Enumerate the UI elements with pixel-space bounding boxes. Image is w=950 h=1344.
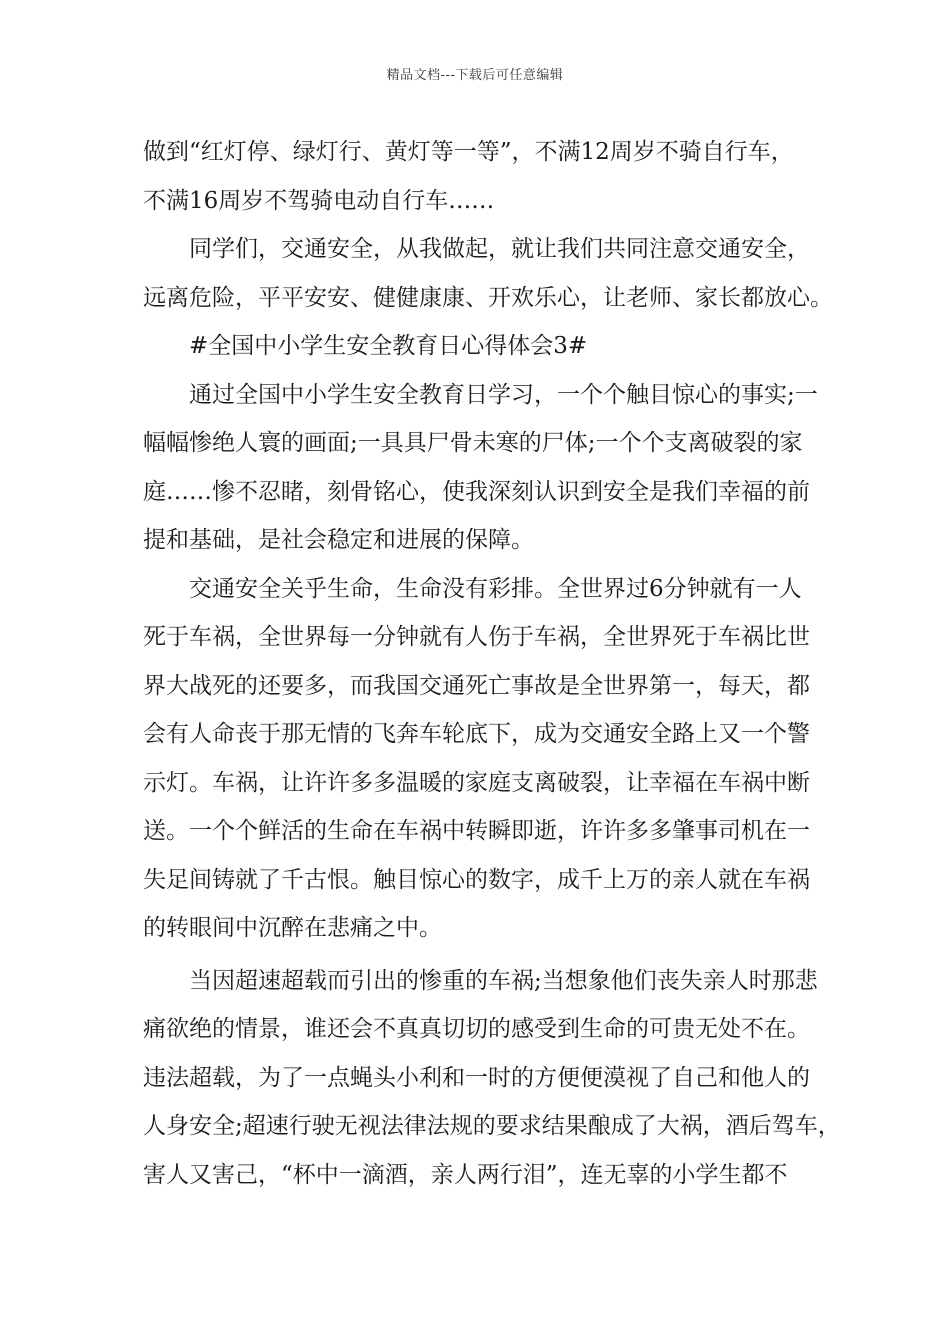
text-line: 远离危险，平平安安、健健康康、开欢乐心，让老师、家长都放心。 xyxy=(143,284,833,311)
paragraph xyxy=(143,225,833,322)
text-line: 当因超速超载而引出的惨重的车祸;当想象他们丧失亲人时那悲 xyxy=(189,967,818,994)
text-line: 通过全国中小学生安全教育日学习，一个个触目惊心的事实;一 xyxy=(189,381,818,408)
text-line: 死于车祸，全世界每一分钟就有人伤于车祸，全世界死于车祸比世 xyxy=(143,624,810,650)
text-line: 交通安全关乎生命，生命没有彩排。全世界过6分钟就有一人 xyxy=(189,575,802,602)
text-line: 不满16周岁不驾骑电动自行车…… xyxy=(143,187,495,214)
text-line: 人身安全;超速行驶无视法律法规的要求结果酿成了大祸，酒后驾车， xyxy=(143,1113,841,1139)
text-line: 界大战死的还要多，而我国交通死亡事故是全世界第一，每天，都 xyxy=(143,672,810,699)
paragraph xyxy=(143,128,823,225)
paragraph xyxy=(143,957,841,1200)
text-line: 做到“红灯停、绿灯行、黄灯等一等”，不满12周岁不骑自行车， xyxy=(143,139,794,165)
text-line: 提和基础，是社会稳定和进展的保障。 xyxy=(143,527,534,553)
text-line: 痛欲绝的情景，谁还会不真真切切的感受到生命的可贵无处不在。 xyxy=(143,1016,810,1042)
paragraph xyxy=(143,565,823,953)
text-line: 庭……惨不忍睹，刻骨铭心，使我深刻认识到安全是我们幸福的前 xyxy=(143,478,810,505)
heading-text: #全国中小学生安全教育日心得体会3# xyxy=(189,333,588,359)
text-line: 幅幅惨绝人寰的画面;一具具尸骨未寒的尸体;一个个支离破裂的家 xyxy=(143,430,803,456)
text-line: 同学们，交通安全，从我做起，就让我们共同注意交通安全， xyxy=(189,236,810,262)
text-line: 害人又害己，“杯中一滴酒，亲人两行泪”，连无辜的小学生都不 xyxy=(143,1161,788,1188)
text-line: 违法超载，为了一点蝇头小利和一时的方便便漠视了自己和他人的 xyxy=(143,1064,810,1091)
paragraph xyxy=(143,371,823,565)
document-body xyxy=(143,128,841,1199)
section-heading xyxy=(143,322,823,371)
page-header: 精品文档---下载后可任意编辑 xyxy=(386,68,564,83)
text-line: 失足间铸就了千古恨。触目惊心的数字，成千上万的亲人就在车祸 xyxy=(143,866,810,893)
text-line: 送。一个个鲜活的生命在车祸中转瞬即逝，许许多多肇事司机在一 xyxy=(143,818,810,844)
text-line: 示灯。车祸，让许许多多温暖的家庭支离破裂，让幸福在车祸中断 xyxy=(143,769,810,796)
text-line: 的转眼间中沉醉在悲痛之中。 xyxy=(143,915,442,941)
text-line: 会有人命丧于那无情的飞奔车轮底下，成为交通安全路上又一个警 xyxy=(143,721,810,747)
